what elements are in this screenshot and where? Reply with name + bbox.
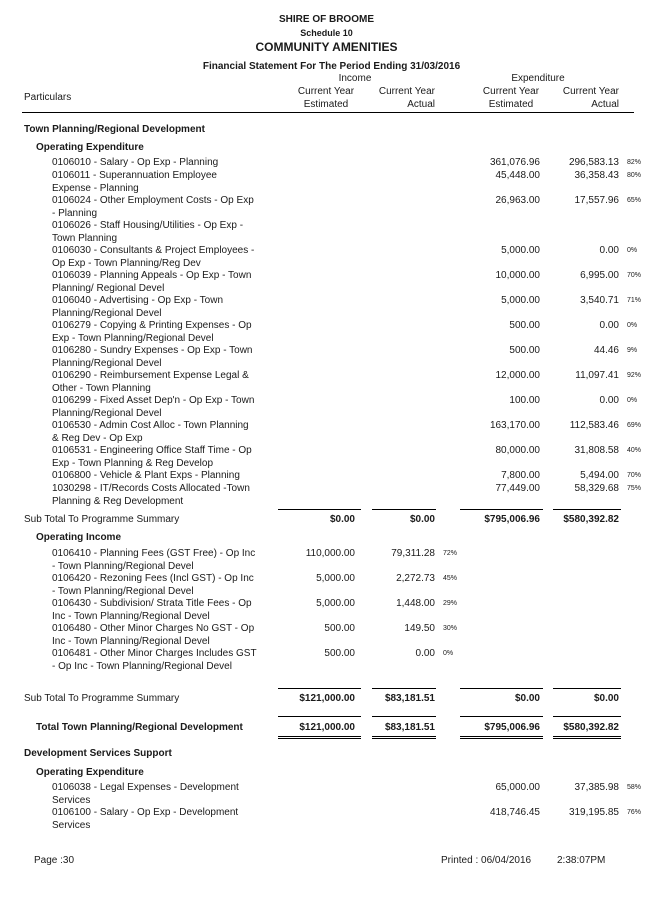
line-item-estimated: 10,000.00 (495, 270, 540, 281)
line-item-actual: 31,808.58 (574, 445, 619, 456)
line-item-actual: 5,494.00 (580, 470, 619, 481)
line-item-estimated: 5,000.00 (501, 245, 540, 256)
line-item-estimated: 418,746.45 (489, 807, 540, 818)
statement-subtitle: Financial Statement For The Period Ending 31/03/2016 (202, 61, 461, 72)
total-exp-estimated: $795,006.96 (484, 722, 540, 733)
subtotal-income-actual: $0.00 (409, 514, 435, 525)
line-item-description: 0106011 - Superannuation Employee Expense - Planning (52, 170, 217, 194)
printed-time: 2:38:07PM (557, 855, 606, 866)
rule (372, 509, 436, 510)
line-item-actual: 0.00 (599, 245, 619, 256)
line-item-percent: 65% (627, 197, 642, 204)
line-item-actual: 17,557.96 (574, 195, 619, 206)
line-item-description: 0106030 - Consultants & Project Employees - Op Exp - Town Planning/Reg Dev (52, 245, 255, 269)
line-item-description: 0106039 - Planning Appeals - Op Exp - Town Planning/ Regional Devel (52, 270, 252, 294)
line-item-description: 0106430 - Subdivision/ Strata Title Fees - Op Inc - Town Planning/Regional Devel (52, 598, 252, 622)
line-item-percent: 69% (627, 422, 642, 429)
line-item-estimated: 12,000.00 (495, 370, 540, 381)
line-item-estimated: 5,000.00 (501, 295, 540, 306)
subtotal-exp-actual: $580,392.82 (563, 514, 619, 525)
subtotal-income-estimated: $121,000.00 (299, 693, 355, 704)
line-item-actual: 3,540.71 (580, 295, 619, 306)
page-number: Page :30 (34, 855, 75, 866)
subtotal-exp-actual: $0.00 (593, 693, 619, 704)
rule (553, 688, 621, 689)
line-item-percent: 45% (443, 575, 458, 582)
line-item-estimated: 500.00 (509, 345, 540, 356)
rule (460, 716, 543, 717)
particulars-header: Particulars (24, 92, 72, 103)
line-item-percent: 71% (627, 297, 642, 304)
line-item-estimated: 500.00 (509, 320, 540, 331)
rule (372, 688, 436, 689)
line-item-actual: 37,385.98 (574, 782, 619, 793)
rule (460, 738, 543, 739)
line-item-percent: 29% (443, 600, 458, 607)
line-item-description: 0106410 - Planning Fees (GST Free) - Op Inc - Town Planning/Regional Devel (52, 548, 256, 572)
line-item-actual: 79,311.28 (391, 548, 435, 559)
line-item-percent: 40% (627, 447, 642, 454)
line-item-estimated: 5,000.00 (316, 573, 355, 584)
line-item-percent: 0% (627, 247, 638, 254)
subtotal-exp-estimated: $795,006.96 (484, 514, 540, 525)
line-item-actual: 44.46 (593, 345, 619, 356)
line-item-percent: 80% (627, 172, 642, 179)
subtotal-income-actual: $83,181.51 (384, 693, 435, 704)
subtotal-label: Sub Total To Programme Summary (24, 514, 180, 525)
line-item-percent: 0% (443, 650, 454, 657)
line-item-description: 0106026 - Staff Housing/Utilities - Op Exp - Town Planning (52, 220, 244, 244)
line-item-estimated: 26,963.00 (495, 195, 540, 206)
line-item-estimated: 100.00 (509, 395, 540, 406)
line-item-actual: 2,272.73 (396, 573, 435, 584)
line-item-actual: 0.00 (599, 395, 619, 406)
col-header-exp-estimated-2: Estimated (488, 99, 534, 110)
line-item-description: 0106024 - Other Employment Costs - Op Exp - Planning (52, 195, 254, 219)
line-item-percent: 76% (627, 809, 642, 816)
col-header-exp-estimated-1: Current Year (482, 86, 540, 97)
line-item-percent: 92% (627, 372, 642, 379)
line-item-percent: 58% (627, 784, 642, 791)
line-item-description: 1030298 - IT/Records Costs Allocated -Town Planning & Reg Development (52, 483, 250, 507)
rule (278, 509, 361, 510)
subsection-operating-expenditure: Operating Expenditure (36, 142, 144, 153)
rule (278, 688, 361, 689)
rule (278, 716, 361, 717)
header-rule (22, 112, 634, 113)
line-item-estimated: 110,000.00 (305, 548, 355, 559)
total-income-estimated: $121,000.00 (299, 722, 355, 733)
line-item-percent: 82% (627, 159, 642, 166)
subtotal-income-estimated: $0.00 (329, 514, 355, 525)
rule (278, 738, 361, 739)
line-item-actual: 296,583.13 (568, 157, 619, 168)
total-exp-actual: $580,392.82 (563, 722, 619, 733)
income-column-group: Income (338, 73, 372, 84)
line-item-estimated: 80,000.00 (495, 445, 540, 456)
line-item-actual: 36,358.43 (574, 170, 619, 181)
line-item-percent: 0% (627, 397, 638, 404)
total-label: Total Town Planning/Regional Development (36, 722, 243, 733)
line-item-description: 0106280 - Sundry Expenses - Op Exp - Town Planning/Regional Devel (52, 345, 253, 369)
line-item-description: 0106290 - Reimbursement Expense Legal & Other - Town Planning (52, 370, 249, 394)
rule (553, 509, 621, 510)
line-item-description: 0106299 - Fixed Asset Dep'n - Op Exp - Town Planning/Regional Devel (52, 395, 255, 419)
col-header-income-actual-1: Current Year (378, 86, 435, 97)
line-item-actual: 6,995.00 (580, 270, 619, 281)
section-heading-town-planning: Town Planning/Regional Development (24, 124, 205, 135)
line-item-description: 0106800 - Vehicle & Plant Exps - Planning (52, 470, 240, 481)
line-item-percent: 75% (627, 485, 642, 492)
line-item-description: 0106531 - Engineering Office Staff Time - Op Exp - Town Planning & Reg Develop (52, 445, 252, 469)
line-item-description: 0106530 - Admin Cost Alloc - Town Planning & Reg Dev - Op Exp (52, 420, 249, 444)
line-item-actual: 112,583.46 (569, 420, 619, 431)
printed-date: Printed : 06/04/2016 (441, 855, 532, 866)
rule (553, 736, 621, 737)
col-header-exp-actual-1: Current Year (562, 86, 619, 97)
line-item-actual: 11,097.41 (575, 370, 619, 381)
rule (278, 736, 361, 737)
line-item-estimated: 65,000.00 (495, 782, 540, 793)
line-item-estimated: 45,448.00 (495, 170, 540, 181)
rule (372, 738, 436, 739)
line-item-percent: 70% (627, 272, 642, 279)
line-item-percent: 0% (627, 322, 638, 329)
line-item-actual: 319,195.85 (568, 807, 619, 818)
line-item-estimated: 500.00 (324, 623, 355, 634)
subtotal-exp-estimated: $0.00 (514, 693, 540, 704)
rule (460, 736, 543, 737)
line-item-description: 0106420 - Rezoning Fees (Incl GST) - Op Inc - Town Planning/Regional Devel (52, 573, 254, 597)
col-header-income-estimated-2: Estimated (303, 99, 349, 110)
line-item-description: 0106040 - Advertising - Op Exp - Town Planning/Regional Devel (52, 295, 224, 319)
line-item-estimated: 361,076.96 (489, 157, 540, 168)
line-item-actual: 0.00 (599, 320, 619, 331)
org-name: SHIRE OF BROOME (278, 14, 374, 25)
line-item-description: 0106010 - Salary - Op Exp - Planning (52, 157, 219, 168)
schedule-label: Schedule 10 (300, 28, 353, 38)
line-item-description: 0106100 - Salary - Op Exp - Development Services (52, 807, 239, 831)
rule (460, 688, 543, 689)
line-item-description: 0106279 - Copying & Printing Expenses - Op Exp - Town Planning/Regional Devel (52, 320, 252, 344)
subtotal-label: Sub Total To Programme Summary (24, 693, 180, 704)
line-item-estimated: 500.00 (324, 648, 355, 659)
line-item-actual: 58,329.68 (574, 483, 619, 494)
line-item-percent: 72% (443, 550, 458, 557)
line-item-estimated: 77,449.00 (495, 483, 540, 494)
line-item-estimated: 7,800.00 (501, 470, 540, 481)
line-item-actual: 0.00 (415, 648, 435, 659)
section-heading-development-services: Development Services Support (24, 748, 172, 759)
line-item-actual: 149.50 (404, 623, 435, 634)
line-item-percent: 9% (627, 347, 638, 354)
line-item-description: 0106038 - Legal Expenses - Development Services (52, 782, 239, 806)
rule (553, 716, 621, 717)
col-header-exp-actual-2: Actual (591, 99, 619, 110)
line-item-estimated: 5,000.00 (316, 598, 355, 609)
subsection-operating-expenditure: Operating Expenditure (36, 767, 144, 778)
col-header-income-estimated-1: Current Year (297, 86, 355, 97)
expenditure-column-group: Expenditure (511, 73, 565, 84)
rule (372, 716, 436, 717)
subsection-operating-income: Operating Income (36, 532, 122, 543)
rule (553, 738, 621, 739)
line-item-percent: 30% (443, 625, 458, 632)
rule (372, 736, 436, 737)
line-item-actual: 1,448.00 (396, 598, 435, 609)
rule (460, 509, 543, 510)
line-item-percent: 70% (627, 472, 642, 479)
total-income-actual: $83,181.51 (384, 722, 435, 733)
page-title: COMMUNITY AMENITIES (255, 40, 398, 54)
line-item-estimated: 163,170.00 (489, 420, 540, 431)
line-item-description: 0106480 - Other Minor Charges No GST - Op Inc - Town Planning/Regional Devel (52, 623, 255, 647)
line-item-description: 0106481 - Other Minor Charges Includes GST - Op Inc - Town Planning/Regional Devel (52, 648, 257, 672)
col-header-income-actual-2: Actual (407, 99, 435, 110)
